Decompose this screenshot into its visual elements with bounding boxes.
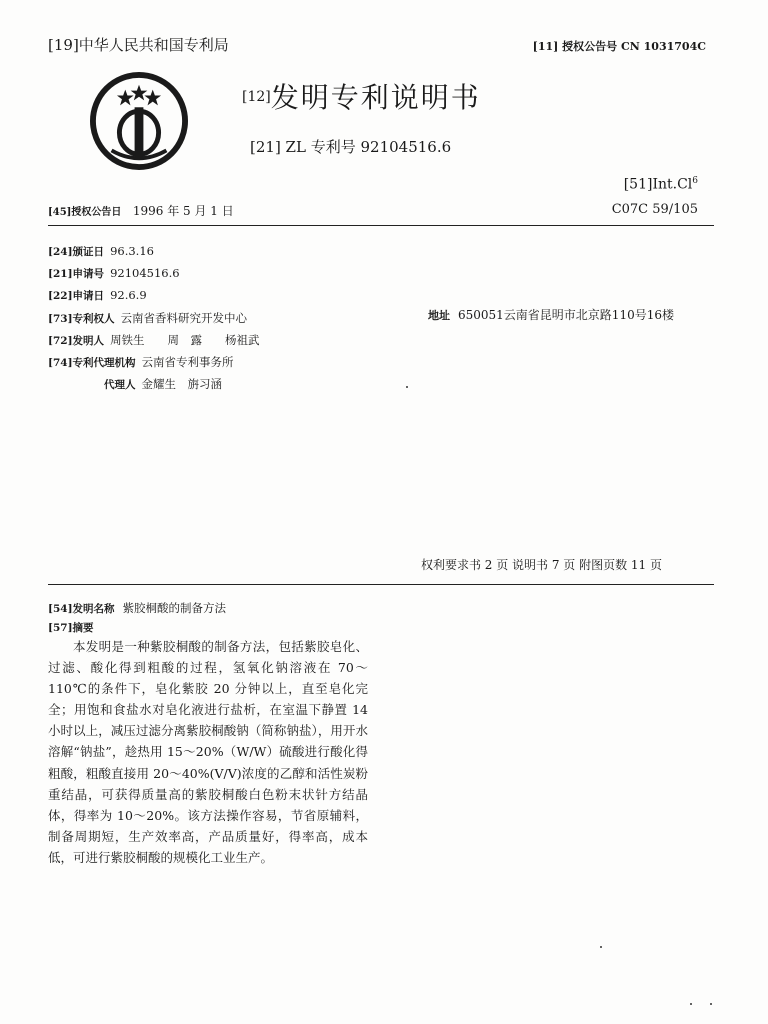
scan-speck <box>690 1003 692 1005</box>
bib-inventors <box>48 332 260 348</box>
page-counts: 权利要求书 2 页 说明书 7 页 附图页数 11 页 <box>420 558 662 572</box>
ipc-code: C07C 59/105 <box>611 202 698 217</box>
int-cl-edition: 6 <box>692 176 698 186</box>
header-divider <box>48 225 714 226</box>
bib-value: 云南省专利事务所 <box>141 355 234 369</box>
issuing-office: [19]中华人民共和国专利局 <box>48 36 229 54</box>
patent-number: [21] ZL 专利号 92104516.6 <box>250 138 452 156</box>
abstract-text: 本发明是一种紫胶桐酸的制备方法，包括紫胶皂化、过滤、酸化得到粗酸的过程，氢氧化钠溶液在 70～110℃的条件下，皂化紫胶 20 分钟以上，直至皂化完全；用饱和食盐水对皂化液进行盐析，在室温下静置 14 小时以上，减压过滤分离紫胶桐酸钠（简称钠盐），用开水溶解“钠盐”，趁热用 15～20%（W/W）硫酸进行酸化得粗酸，粗酸直接用 20～40%(V/V)浓度的乙醇和活性炭粉重结晶，可获得质量高的紫胶桐酸白色粉末状针方结晶体，得率为 10～20%。该方法操作容易，节省原辅料，制备周期短，生产效率高，产品质量好，得率高，成本低，可进行紫胶桐酸的规模化工业生产。 <box>48 639 368 865</box>
scan-speck <box>600 946 602 948</box>
bib-label: [22]申请日 <box>48 290 105 302</box>
invention-name-value: 紫胶桐酸的制备方法 <box>122 601 227 615</box>
title-code: [12] <box>242 89 271 105</box>
invention-name-label: [54]发明名称 <box>48 603 115 615</box>
address <box>428 304 708 327</box>
bib-value: 96.3.16 <box>110 244 154 258</box>
document-title <box>242 76 481 116</box>
bib-value: 金耀生 旃习涵 <box>141 377 222 391</box>
bib-value: 92.6.9 <box>110 288 147 302</box>
bib-label: [74]专利代理机构 <box>48 357 136 369</box>
grant-date-value: 1996 年 5 月 1 日 <box>132 204 234 218</box>
abstract-heading <box>48 620 102 635</box>
bib-label: [24]颁证日 <box>48 246 105 258</box>
address-value: 650051云南省昆明市北京路110号16楼 <box>458 308 674 322</box>
title-text: 发明专利说明书 <box>270 81 481 114</box>
grant-date <box>48 202 234 219</box>
int-cl-label: [51]Int.Cl <box>623 176 693 193</box>
bib-value: 周铁生 周 露 杨祖武 <box>110 333 260 347</box>
bib-label: [72]发明人 <box>48 335 105 347</box>
bib-label: [73]专利权人 <box>48 313 115 325</box>
patent-office-emblem-icon <box>90 72 188 170</box>
bib-app-date <box>48 288 147 303</box>
section-divider <box>48 584 714 585</box>
scan-speck <box>710 1003 712 1005</box>
bib-value: 92104516.6 <box>110 266 180 280</box>
grant-date-label: [45]授权公告日 <box>48 207 122 218</box>
address-label: 地址 <box>428 309 450 322</box>
bib-patentee <box>48 310 247 326</box>
bib-cert-date <box>48 244 154 259</box>
bib-agency <box>48 354 234 370</box>
abstract-label: [57]摘要 <box>48 622 94 634</box>
bib-value: 云南省香料研究开发中心 <box>120 311 248 325</box>
bib-app-number <box>48 266 180 281</box>
announcement-number: [11] 授权公告号 CN 1031704C <box>532 40 706 53</box>
scan-speck <box>406 386 408 388</box>
bib-label: [21]申请号 <box>48 268 105 280</box>
bib-label: 代理人 <box>104 379 136 391</box>
invention-name <box>48 600 226 616</box>
bib-agents <box>104 376 222 392</box>
int-cl <box>624 176 698 193</box>
